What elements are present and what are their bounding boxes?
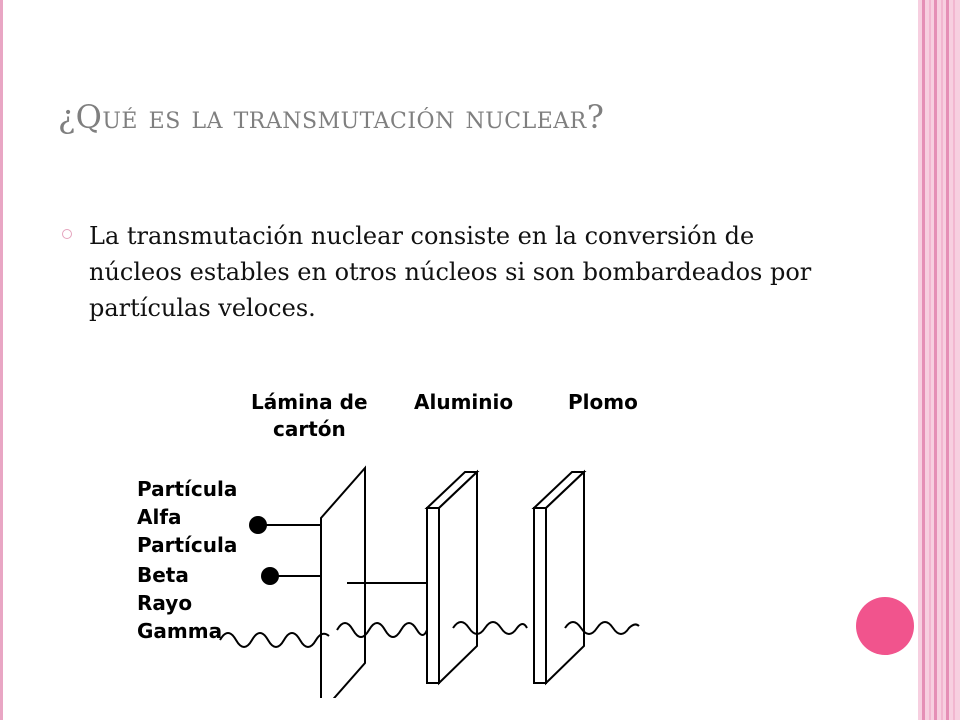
label-alpha-line1: Partícula (137, 477, 238, 501)
lead-plate (534, 472, 584, 683)
radiation-penetration-diagram (125, 378, 665, 698)
right-decorative-stripes (918, 0, 960, 720)
decorative-pink-circle (856, 597, 914, 655)
label-gamma-line2: Gamma (137, 619, 223, 643)
label-alpha-line2: Alfa (137, 505, 182, 529)
label-beta-line2: Beta (137, 563, 189, 587)
diagram-svg (125, 378, 665, 698)
bullet-list (62, 218, 842, 326)
slide-title: ¿Qué es la transmutación nuclear? (58, 98, 605, 136)
label-cardboard-line1: Lámina de (251, 390, 368, 414)
bullet-text: La transmutación nuclear consiste en la conversión de núcleos estables en otros núcleos si son bombardeados por partículas veloces. (89, 222, 812, 322)
aluminum-plate (427, 472, 477, 683)
label-lead: Plomo (568, 390, 638, 414)
label-aluminum: Aluminio (414, 390, 514, 414)
label-beta-line1: Partícula (137, 533, 238, 557)
label-cardboard-line2: cartón (273, 417, 346, 441)
left-border-line (0, 0, 3, 720)
bullet-item (62, 218, 842, 326)
label-gamma-line1: Rayo (137, 591, 193, 615)
bullet-circle-icon (62, 229, 72, 239)
